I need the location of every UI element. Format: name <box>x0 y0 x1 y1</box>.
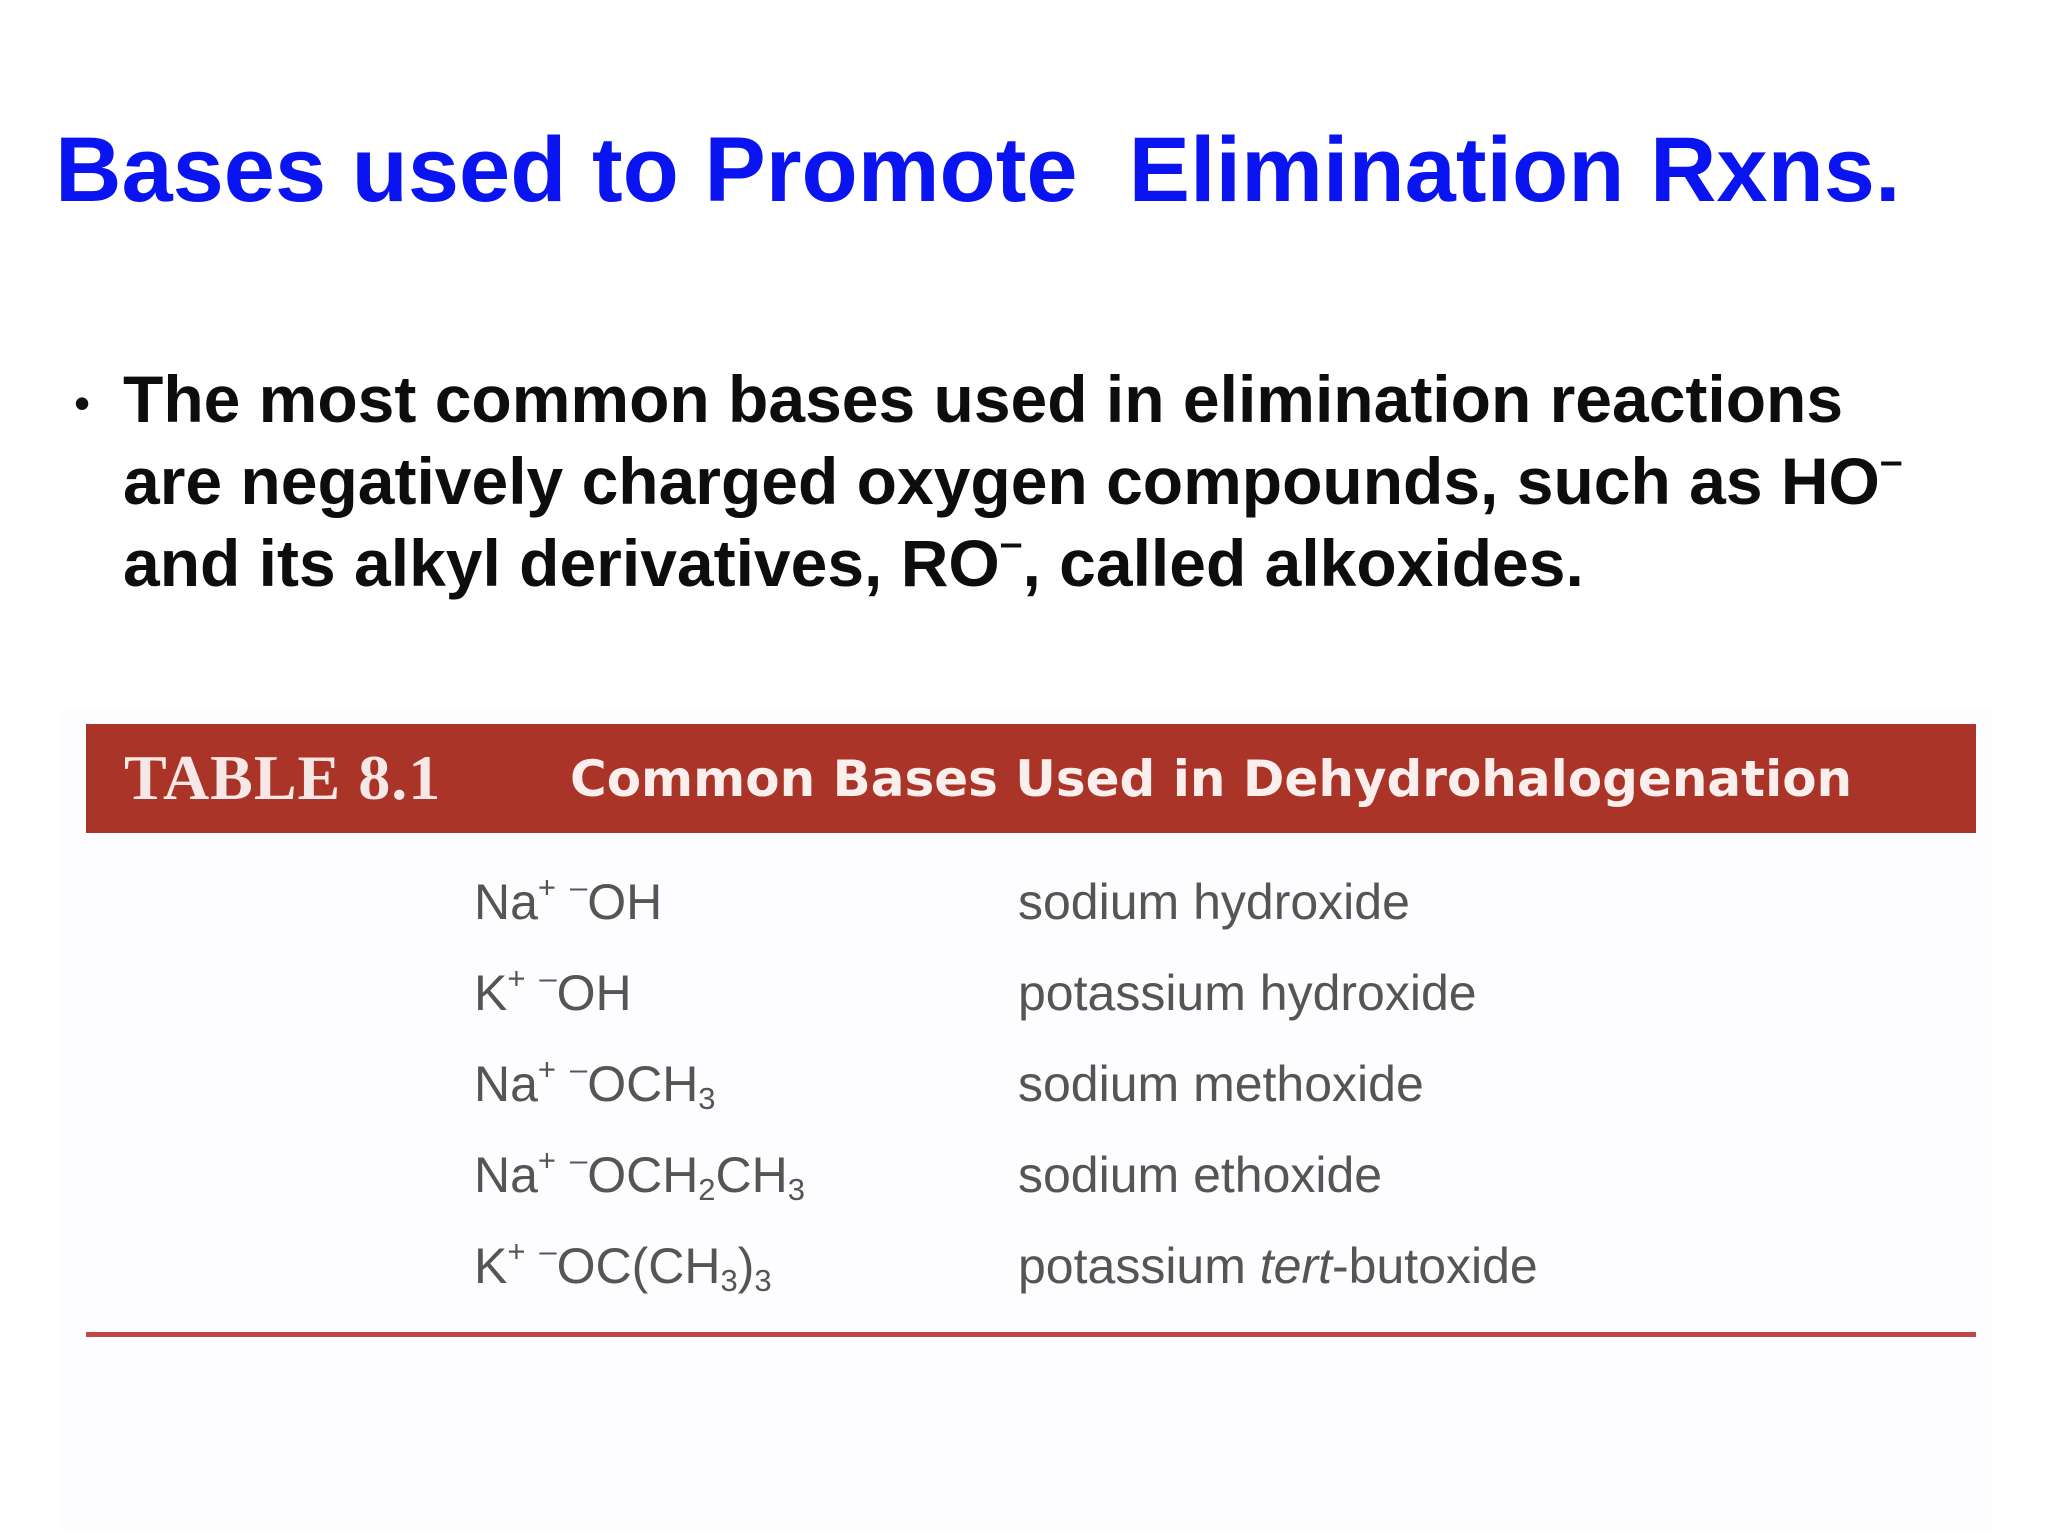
table-row <box>62 1142 1992 1226</box>
base-name: sodium methoxide <box>1018 1056 1424 1112</box>
bullet-point <box>70 358 2030 604</box>
anion-charge: – <box>539 1233 557 1269</box>
cation-charge: + <box>537 1142 557 1178</box>
name-cell <box>1018 873 1410 931</box>
cation: Na <box>474 874 538 930</box>
bullet-line-3 <box>123 519 2030 604</box>
name-cell <box>1018 1146 1382 1204</box>
table-footer-rule <box>86 1332 1976 1337</box>
cation-charge: + <box>507 1233 526 1269</box>
hydroxide-charge: – <box>1879 437 1903 484</box>
anion-charge: – <box>569 869 588 905</box>
anion: OH <box>556 965 632 1021</box>
bullet-line-1: The most common bases used in elimination reactions <box>123 362 1844 436</box>
name-cell <box>1018 1237 1538 1295</box>
table-row <box>62 869 1992 953</box>
bullet-line-3-pre: and its alkyl derivatives, RO <box>123 526 1000 600</box>
bullet-line-3-post: , called alkoxides. <box>1022 526 1584 600</box>
anion-charge: – <box>569 1142 588 1178</box>
cation: K <box>474 1238 508 1294</box>
base-name: sodium ethoxide <box>1018 1147 1383 1203</box>
name-cell <box>1018 1055 1424 1113</box>
subscript: 3 <box>754 1262 772 1298</box>
base-name-italic: tert <box>1259 1238 1333 1294</box>
subscript: 2 <box>698 1171 716 1207</box>
table-row <box>62 1051 1992 1135</box>
name-cell <box>1018 964 1477 1022</box>
anion-part: CH <box>715 1147 788 1203</box>
bullet-line-2 <box>123 437 2030 522</box>
cation: Na <box>474 1056 538 1112</box>
subscript: 3 <box>787 1171 806 1207</box>
alkoxide-charge: – <box>999 519 1023 566</box>
formula-cell <box>474 1142 806 1207</box>
bullet-dot-icon: • <box>74 377 91 429</box>
base-name-suffix: -butoxide <box>1332 1238 1538 1294</box>
subscript: 3 <box>720 1262 738 1298</box>
formula-cell <box>474 960 632 1022</box>
anion-charge: – <box>569 1051 588 1087</box>
table-header <box>86 724 1976 833</box>
cation: Na <box>474 1147 538 1203</box>
table-row <box>62 960 1992 1044</box>
table-number: TABLE 8.1 <box>124 742 442 813</box>
subscript: 3 <box>698 1080 716 1116</box>
bullet-text <box>123 358 2030 604</box>
base-name: sodium hydroxide <box>1018 874 1410 930</box>
cation: K <box>474 965 508 1021</box>
formula-cell <box>474 869 663 931</box>
base-name: potassium hydroxide <box>1018 965 1477 1021</box>
slide-title: Bases used to Promote Elimination Rxns. <box>55 119 1901 221</box>
formula-cell <box>474 1233 772 1298</box>
anion: OH <box>587 874 663 930</box>
cation-charge: + <box>507 960 526 996</box>
bases-table <box>62 710 1992 1530</box>
table-caption: Common Bases Used in Dehydrohalogenation <box>570 750 1853 808</box>
formula-cell <box>474 1051 716 1116</box>
anion-part: ) <box>737 1238 755 1294</box>
base-name: potassium <box>1018 1238 1260 1294</box>
cation-charge: + <box>537 1051 557 1087</box>
bullet-line-2-text: are negatively charged oxygen compounds, such as HO <box>123 444 1880 518</box>
anion-charge: – <box>539 960 557 996</box>
anion: OCH <box>587 1056 699 1112</box>
anion: OC(CH <box>556 1238 721 1294</box>
cation-charge: + <box>537 869 557 905</box>
anion: OCH <box>587 1147 699 1203</box>
table-row <box>62 1233 1992 1317</box>
